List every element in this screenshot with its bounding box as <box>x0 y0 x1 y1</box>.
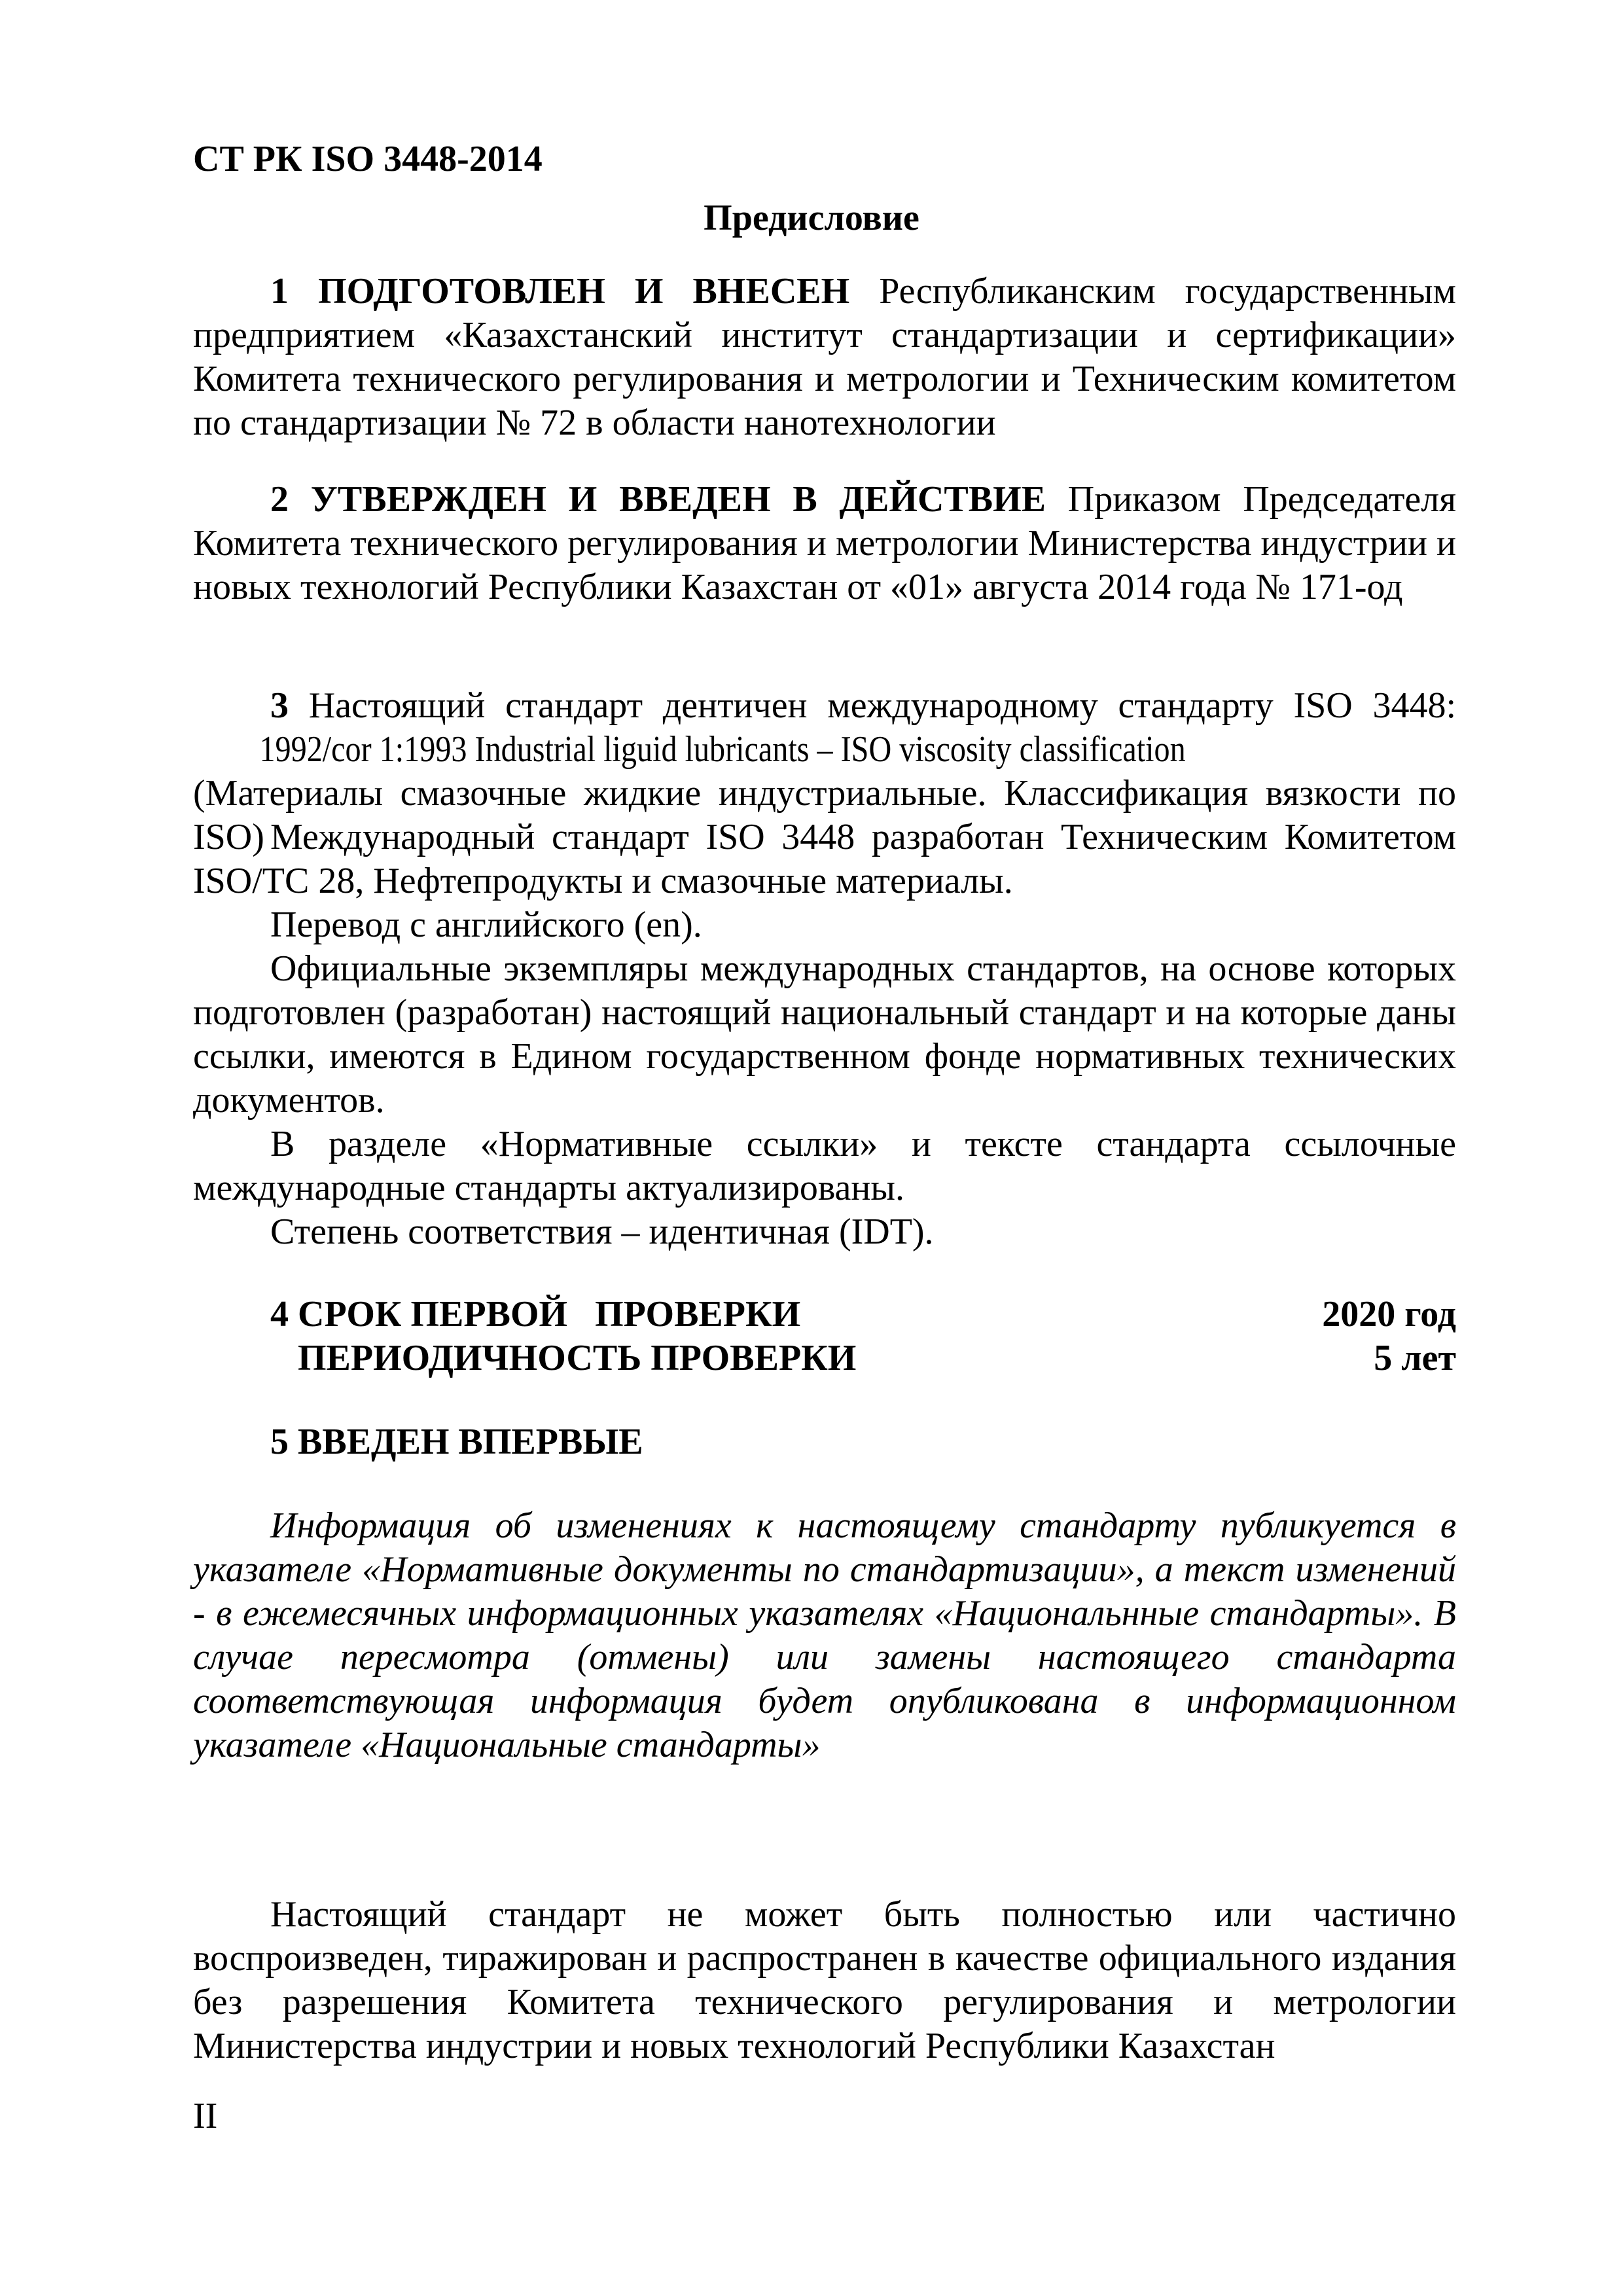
section-3-paragraph-2: Международный стандарт ISO 3448 разработан Техническим Комитетом ISO/TC 28, Нефтепродукты и смазочные материалы. <box>193 817 1456 901</box>
page-title: Предисловие <box>704 198 919 238</box>
section-2 <box>193 478 1456 609</box>
section-3-text-c: (Материалы смазочные жидкие индустриальные. Классификация вязкости по ISO) <box>193 773 1456 857</box>
document-code: СТ РК ISO 3448-2014 <box>193 139 543 179</box>
section-3-paragraph-4: Официальные экземпляры международных стандартов, на основе которых подготовлен (разработан) настоящий национальный стандарт и на которые даны ссылки, имеются в Едином государственном фонде нормативных технических документов. <box>193 948 1456 1121</box>
section-5: 5 ВВЕДЕН ВПЕРВЫЕ <box>270 1422 643 1462</box>
periodicity-value: 5 лет <box>1374 1338 1456 1378</box>
page-number: II <box>193 2096 218 2136</box>
first-check-value: 2020 год <box>1322 1294 1456 1335</box>
section-2-lead: 2 УТВЕРЖДЕН И ВВЕДЕН В ДЕЙСТВИЕ <box>270 479 1046 520</box>
section-3-paragraph-3: Перевод с английского (en). <box>270 905 702 945</box>
copyright-notice: Настоящий стандарт не может быть полностью или частично воспроизведен, тиражирован и распространен в качестве официального издания без разрешения Комитета технического регулирования и метрологии Министерства индустрии и новых технологий Республики Казахстан <box>193 1894 1456 2066</box>
section-1 <box>193 270 1456 445</box>
section-3-paragraph-5: В разделе «Нормативные ссылки» и тексте стандарта ссылочные международные стандарты актуализированы. <box>193 1124 1456 1208</box>
section-3-text-a: Настоящий стандарт дентичен международному стандарту ISO 3448: <box>289 685 1456 726</box>
section-3-lead: 3 <box>270 685 289 726</box>
section-3-text-b: 1992/cor 1:1993 Industrial liguid lubricants – ISO viscosity classification <box>259 729 1186 770</box>
section-1-text: Республиканским государственным предприятием «Казахстанский институт стандартизации и сертификации» Комитета технического регулирования и метрологии и Техническим комитетом по стандартизации № 72 в области нанотехнологии <box>193 271 1456 443</box>
section-2-text: Приказом Председателя Комитета технического регулирования и метрологии Министерства индустрии и новых технологий Республики Казахстан от «01» августа 2014 года № 171-од <box>193 479 1456 607</box>
periodicity-label: ПЕРИОДИЧНОСТЬ ПРОВЕРКИ <box>270 1338 857 1378</box>
section-1-lead: 1 ПОДГОТОВЛЕН И ВНЕСЕН <box>270 271 850 312</box>
section-3-paragraph-6: Степень соответствия – идентичная (IDT). <box>270 1211 934 1252</box>
changes-notice: Информация об изменениях к настоящему стандарту публикуется в указателе «Нормативные документы по стандартизации», а текст изменений - в ежемесячных информационных указателях «Национальнные стандарты». В случае пересмотра (отмены) или замены настоящего стандарта соответствующая информация будет опубликована в информационном указателе «Национальные стандарты» <box>193 1505 1456 1765</box>
first-check-label: 4 СРОК ПЕРВОЙ ПРОВЕРКИ <box>270 1294 801 1335</box>
